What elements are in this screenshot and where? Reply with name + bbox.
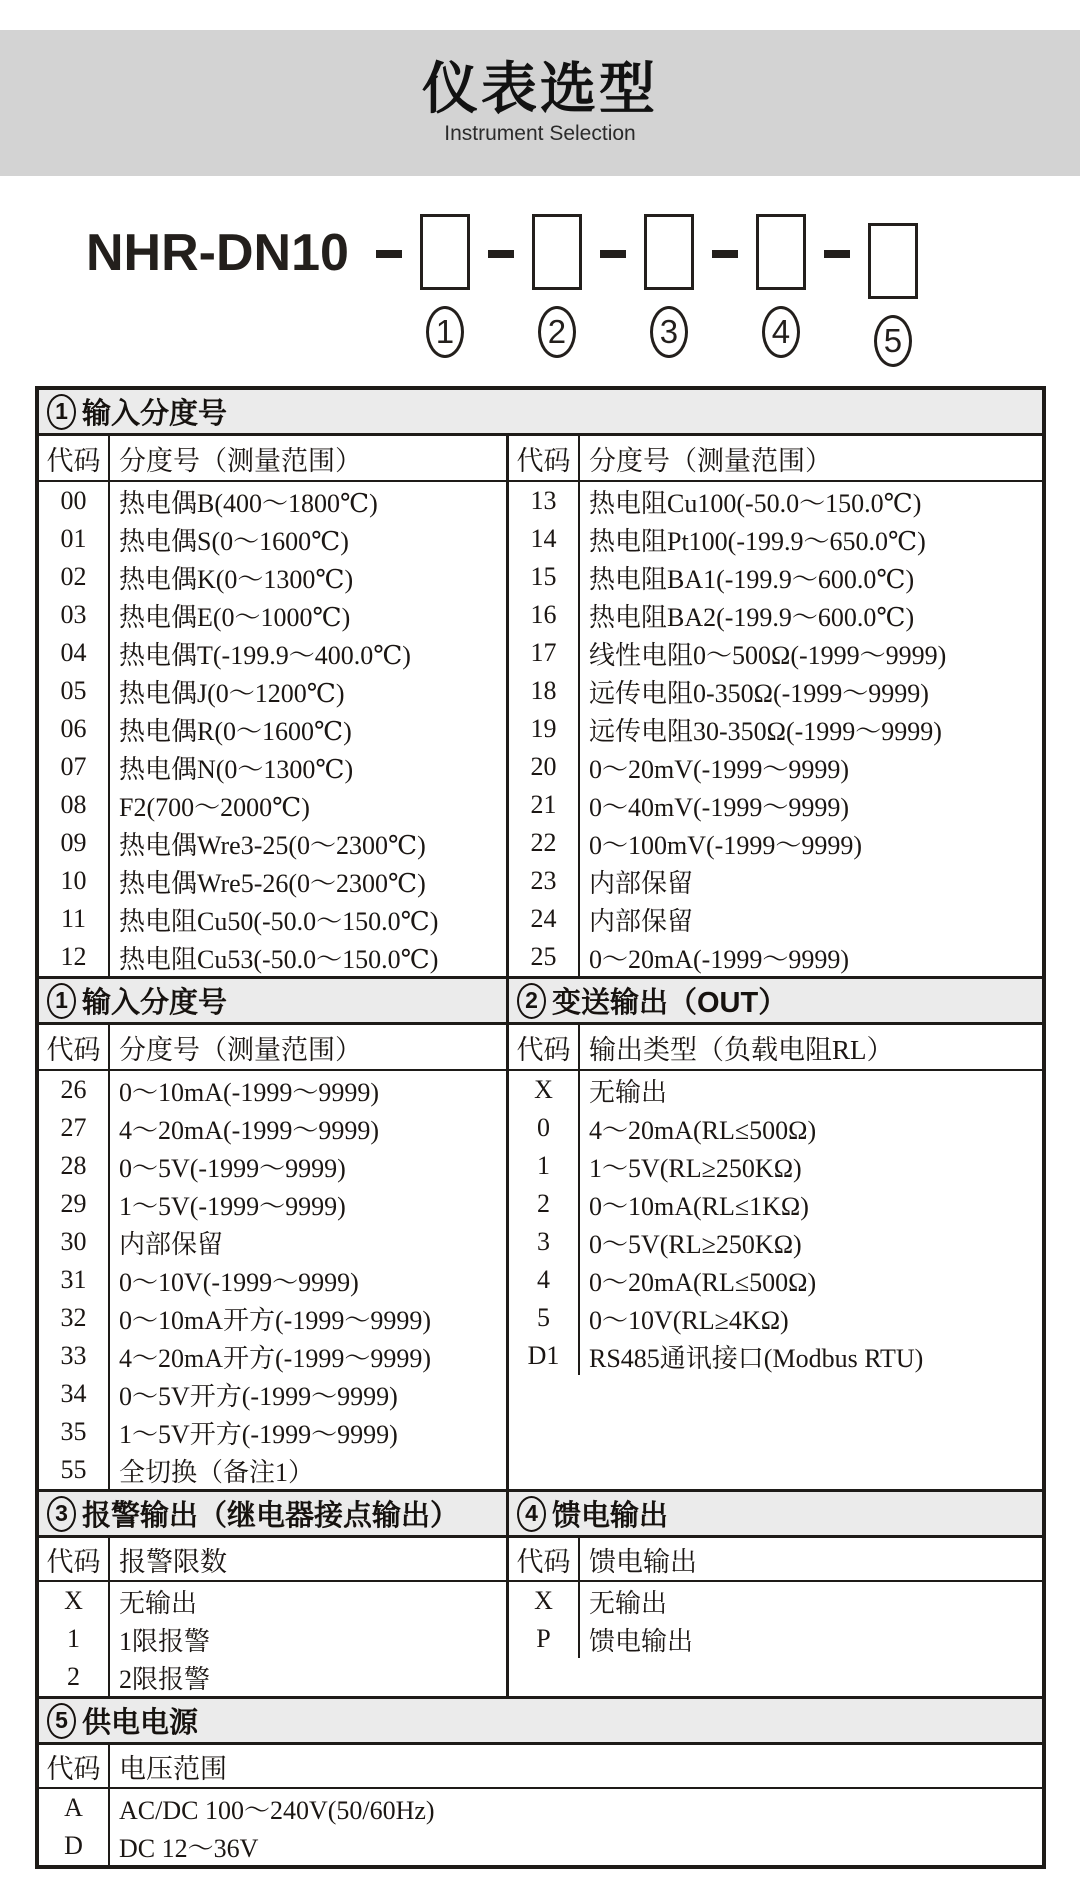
- row-code: 10: [39, 862, 110, 900]
- row-code: 13: [509, 482, 580, 520]
- row-desc: 热电偶Wre5-26(0～2300℃): [119, 868, 426, 898]
- column-header-desc: 分度号（测量范围）: [589, 445, 832, 476]
- row-code: 4: [509, 1261, 580, 1299]
- table-row: [509, 1337, 1042, 1375]
- row-code: 04: [39, 634, 110, 672]
- table-row: [39, 1658, 506, 1696]
- column-header-row: [39, 1745, 1042, 1789]
- row-code: 0: [509, 1109, 580, 1147]
- table-row: [39, 1147, 506, 1185]
- table-row: [509, 900, 1042, 938]
- table-row: [39, 748, 506, 786]
- row-code: 14: [509, 520, 580, 558]
- section-title: 变送输出（OUT）: [552, 987, 788, 1019]
- code-box-5: [868, 223, 918, 299]
- row-code: 24: [509, 900, 580, 938]
- table-row: [39, 862, 506, 900]
- table-row: [39, 1620, 506, 1658]
- input-division-right-pane: [509, 436, 1042, 976]
- section-header-input-division: [39, 390, 1042, 436]
- row-desc: 2限报警: [119, 1664, 211, 1694]
- row-code: D: [39, 1827, 110, 1865]
- row-code: X: [509, 1071, 580, 1109]
- model-code-diagram: [86, 214, 1080, 358]
- table-row: [39, 1337, 506, 1375]
- row-code: 29: [39, 1185, 110, 1223]
- row-desc: 热电偶B(400～1800℃): [119, 488, 378, 518]
- table-row: [509, 1261, 1042, 1299]
- row-code: 03: [39, 596, 110, 634]
- table-row: [509, 558, 1042, 596]
- row-code: 28: [39, 1147, 110, 1185]
- row-desc: 热电偶S(0～1600℃): [119, 526, 349, 556]
- model-position-2: [532, 214, 582, 358]
- row-desc: 热电阻BA2(-199.9～600.0℃): [589, 602, 915, 632]
- row-desc: 0～20mA(RL≤500Ω): [589, 1267, 817, 1297]
- column-header-code: 代码: [509, 1025, 580, 1069]
- section-alarm-and-feed-output: [39, 1489, 1042, 1696]
- table-rows: [39, 1789, 1042, 1865]
- table-row: [39, 900, 506, 938]
- row-code: 3: [509, 1223, 580, 1261]
- column-header-desc: 分度号（测量范围）: [119, 1034, 362, 1065]
- table-row: [509, 1071, 1042, 1109]
- table-row: [509, 710, 1042, 748]
- section-title: 报警输出（继电器接点输出）: [82, 1500, 460, 1532]
- section-input-division-2-and-transmit-output: [39, 976, 1042, 1489]
- row-code: A: [39, 1789, 110, 1827]
- table-row: [509, 672, 1042, 710]
- column-header-row: [39, 436, 506, 482]
- table-row: [509, 748, 1042, 786]
- table-row: [509, 824, 1042, 862]
- table-row: [509, 1223, 1042, 1261]
- dash-separator-icon: [600, 250, 626, 258]
- row-code: 02: [39, 558, 110, 596]
- row-desc: 1～5V(-1999～9999): [119, 1191, 346, 1221]
- row-desc: 0～40mV(-1999～9999): [589, 792, 849, 822]
- row-code: 23: [509, 862, 580, 900]
- feed-output-pane: [509, 1492, 1042, 1696]
- circled-number-icon: 2: [517, 983, 546, 1019]
- row-desc: 内部保留: [589, 868, 694, 898]
- row-desc: 远传电阻30-350Ω(-1999～9999): [589, 716, 942, 746]
- row-desc: DC 12～36V: [119, 1833, 259, 1863]
- table-row: [509, 786, 1042, 824]
- section-header-power-supply: [39, 1699, 1042, 1745]
- transmit-output-pane: [509, 979, 1042, 1489]
- row-desc: 远传电阻0-350Ω(-1999～9999): [589, 678, 929, 708]
- section-title: 馈电输出: [552, 1500, 669, 1532]
- row-code: 1: [39, 1620, 110, 1658]
- table-row: [39, 938, 506, 976]
- table-row: [39, 558, 506, 596]
- column-header-row: [509, 1538, 1042, 1582]
- row-code: 31: [39, 1261, 110, 1299]
- row-code: 34: [39, 1375, 110, 1413]
- column-header-code: 代码: [39, 1745, 110, 1787]
- column-header-code: 代码: [39, 436, 110, 480]
- section-title: 供电电源: [82, 1707, 199, 1739]
- row-desc: 热电阻Pt100(-199.9～650.0℃): [589, 526, 926, 556]
- row-desc: 全切换（备注1）: [119, 1457, 315, 1487]
- circled-number-icon: 3: [47, 1496, 76, 1532]
- row-desc: 1限报警: [119, 1626, 211, 1656]
- position-marker-2: 2: [538, 306, 576, 358]
- row-code: 33: [39, 1337, 110, 1375]
- row-code: 27: [39, 1109, 110, 1147]
- column-header-row: [39, 1538, 506, 1582]
- row-desc: RS485通讯接口(Modbus RTU): [589, 1343, 924, 1373]
- table-rows: [509, 1582, 1042, 1658]
- row-code: 2: [39, 1658, 110, 1696]
- page-subtitle: Instrument Selection: [444, 121, 636, 145]
- row-desc: 0～100mV(-1999～9999): [589, 830, 862, 860]
- row-desc: 0～5V(-1999～9999): [119, 1153, 346, 1183]
- table-row: [39, 520, 506, 558]
- section-header-alarm-output: [39, 1492, 506, 1538]
- table-row: [509, 1620, 1042, 1658]
- circled-number-icon: 1: [47, 394, 76, 430]
- row-desc: 0～10mA(-1999～9999): [119, 1077, 379, 1107]
- row-desc: 0～5V开方(-1999～9999): [119, 1381, 398, 1411]
- row-desc: 热电偶R(0～1600℃): [119, 716, 352, 746]
- table-row: [509, 1147, 1042, 1185]
- column-header-code: 代码: [39, 1538, 110, 1580]
- dash-separator-icon: [488, 250, 514, 258]
- code-box-2: [532, 214, 582, 290]
- table-row: [39, 710, 506, 748]
- section-header-feed-output: [509, 1492, 1042, 1538]
- row-code: P: [509, 1620, 580, 1658]
- input-division-2-pane: [39, 979, 509, 1489]
- model-position-5: [868, 223, 918, 367]
- circled-number-icon: 4: [517, 1496, 546, 1532]
- position-marker-5: 5: [874, 315, 912, 367]
- row-code: 26: [39, 1071, 110, 1109]
- section-input-division-1: [39, 390, 1042, 976]
- table-row: [509, 634, 1042, 672]
- section-power-supply: [39, 1696, 1042, 1865]
- row-desc: 0～10V(-1999～9999): [119, 1267, 359, 1297]
- table-rows: [39, 1582, 506, 1696]
- column-header-desc: 输出类型（负载电阻RL）: [589, 1034, 894, 1065]
- column-header-desc: 分度号（测量范围）: [119, 445, 362, 476]
- code-box-1: [420, 214, 470, 290]
- row-desc: 线性电阻0～500Ω(-1999～9999): [589, 640, 947, 670]
- row-code: 20: [509, 748, 580, 786]
- table-rows: [509, 1071, 1042, 1375]
- section-header-transmit-output: [509, 979, 1042, 1025]
- row-desc: 4～20mA(RL≤500Ω): [589, 1115, 817, 1145]
- row-desc: 0～20mA(-1999～9999): [589, 944, 849, 974]
- table-row: [509, 1299, 1042, 1337]
- row-code: 00: [39, 482, 110, 520]
- row-desc: 热电偶K(0～1300℃): [119, 564, 354, 594]
- section-title: 输入分度号: [82, 987, 228, 1019]
- row-code: 11: [39, 900, 110, 938]
- row-desc: 无输出: [589, 1588, 668, 1618]
- table-row: [509, 1582, 1042, 1620]
- table-row: [39, 1223, 506, 1261]
- row-desc: 1～5V(RL≥250KΩ): [589, 1153, 802, 1183]
- row-code: 2: [509, 1185, 580, 1223]
- position-marker-4: 4: [762, 306, 800, 358]
- row-desc: 0～20mV(-1999～9999): [589, 754, 849, 784]
- column-header-code: 代码: [39, 1025, 110, 1069]
- row-desc: F2(700～2000℃): [119, 792, 310, 822]
- column-header-code: 代码: [509, 1538, 580, 1580]
- row-desc: 0～10mA开方(-1999～9999): [119, 1305, 431, 1335]
- section-title: 输入分度号: [82, 398, 228, 430]
- row-code: 05: [39, 672, 110, 710]
- row-code: 21: [509, 786, 580, 824]
- table-row: [509, 596, 1042, 634]
- table-row: [509, 520, 1042, 558]
- column-header-row: [509, 1025, 1042, 1071]
- table-row: [39, 1413, 506, 1451]
- row-code: 25: [509, 938, 580, 976]
- row-desc: 热电偶N(0～1300℃): [119, 754, 354, 784]
- table-rows: [39, 1071, 506, 1489]
- column-header-code: 代码: [509, 436, 580, 480]
- code-box-4: [756, 214, 806, 290]
- table-rows: [509, 482, 1042, 976]
- row-code: 09: [39, 824, 110, 862]
- row-code: 17: [509, 634, 580, 672]
- model-position-1: [420, 214, 470, 358]
- row-code: X: [39, 1582, 110, 1620]
- row-desc: 馈电输出: [589, 1626, 694, 1656]
- column-header-desc: 电压范围: [119, 1753, 227, 1784]
- row-code: 12: [39, 938, 110, 976]
- row-desc: 热电偶E(0～1000℃): [119, 602, 351, 632]
- title-band: [0, 30, 1080, 176]
- table-row: [39, 1827, 1042, 1865]
- dash-separator-icon: [824, 250, 850, 258]
- row-desc: 热电阻Cu50(-50.0～150.0℃): [119, 906, 439, 936]
- column-header-desc: 馈电输出: [589, 1546, 697, 1577]
- row-code: 35: [39, 1413, 110, 1451]
- table-rows: [39, 482, 506, 976]
- row-code: 16: [509, 596, 580, 634]
- table-row: [39, 1582, 506, 1620]
- row-desc: 内部保留: [119, 1229, 224, 1259]
- table-row: [509, 1109, 1042, 1147]
- table-row: [39, 1185, 506, 1223]
- row-code: 5: [509, 1299, 580, 1337]
- row-code: 19: [509, 710, 580, 748]
- row-desc: 0～5V(RL≥250KΩ): [589, 1229, 802, 1259]
- row-code: D1: [509, 1337, 580, 1375]
- column-header-row: [509, 436, 1042, 482]
- column-header-desc: 报警限数: [119, 1546, 227, 1577]
- row-code: 1: [509, 1147, 580, 1185]
- row-desc: 热电偶T(-199.9～400.0℃): [119, 640, 411, 670]
- code-box-3: [644, 214, 694, 290]
- row-desc: 热电偶J(0～1200℃): [119, 678, 345, 708]
- row-code: 22: [509, 824, 580, 862]
- table-row: [39, 634, 506, 672]
- input-division-left-pane: [39, 436, 509, 976]
- table-row: [39, 596, 506, 634]
- table-row: [39, 1299, 506, 1337]
- table-row: [39, 1789, 1042, 1827]
- table-row: [39, 1261, 506, 1299]
- row-desc: AC/DC 100～240V(50/60Hz): [119, 1795, 435, 1825]
- row-code: 07: [39, 748, 110, 786]
- row-desc: 无输出: [119, 1588, 198, 1618]
- row-desc: 热电偶Wre3-25(0～2300℃): [119, 830, 426, 860]
- table-row: [39, 672, 506, 710]
- page-title: 仪表选型: [422, 57, 658, 121]
- row-code: 15: [509, 558, 580, 596]
- table-row: [39, 1071, 506, 1109]
- table-row: [509, 862, 1042, 900]
- model-position-4: [756, 214, 806, 358]
- dash-separator-icon: [712, 250, 738, 258]
- row-desc: 热电阻Cu100(-50.0～150.0℃): [589, 488, 922, 518]
- table-row: [39, 786, 506, 824]
- row-code: 01: [39, 520, 110, 558]
- circled-number-icon: 5: [47, 1703, 76, 1739]
- row-code: 18: [509, 672, 580, 710]
- row-desc: 1～5V开方(-1999～9999): [119, 1419, 398, 1449]
- alarm-output-pane: [39, 1492, 509, 1696]
- model-prefix: NHR-DN10: [86, 224, 349, 282]
- table-row: [509, 1185, 1042, 1223]
- table-row: [509, 482, 1042, 520]
- row-desc: 0～10V(RL≥4KΩ): [589, 1305, 789, 1335]
- row-code: 55: [39, 1451, 110, 1489]
- column-header-row: [39, 1025, 506, 1071]
- row-desc: 内部保留: [589, 906, 694, 936]
- table-row: [39, 824, 506, 862]
- section-header-input-division-2: [39, 979, 506, 1025]
- row-desc: 热电阻BA1(-199.9～600.0℃): [589, 564, 915, 594]
- table-row: [39, 1451, 506, 1489]
- row-code: 30: [39, 1223, 110, 1261]
- selection-table: [35, 386, 1046, 1869]
- row-code: X: [509, 1582, 580, 1620]
- table-row: [509, 938, 1042, 976]
- circled-number-icon: 1: [47, 983, 76, 1019]
- row-desc: 无输出: [589, 1077, 668, 1107]
- table-row: [39, 1109, 506, 1147]
- table-row: [39, 482, 506, 520]
- position-marker-3: 3: [650, 306, 688, 358]
- row-desc: 热电阻Cu53(-50.0～150.0℃): [119, 944, 439, 974]
- row-code: 08: [39, 786, 110, 824]
- row-desc: 4～20mA开方(-1999～9999): [119, 1343, 431, 1373]
- table-row: [39, 1375, 506, 1413]
- model-position-3: [644, 214, 694, 358]
- row-desc: 4～20mA(-1999～9999): [119, 1115, 379, 1145]
- row-code: 32: [39, 1299, 110, 1337]
- row-code: 06: [39, 710, 110, 748]
- position-marker-1: 1: [426, 306, 464, 358]
- row-desc: 0～10mA(RL≤1KΩ): [589, 1191, 809, 1221]
- dash-separator-icon: [376, 250, 402, 258]
